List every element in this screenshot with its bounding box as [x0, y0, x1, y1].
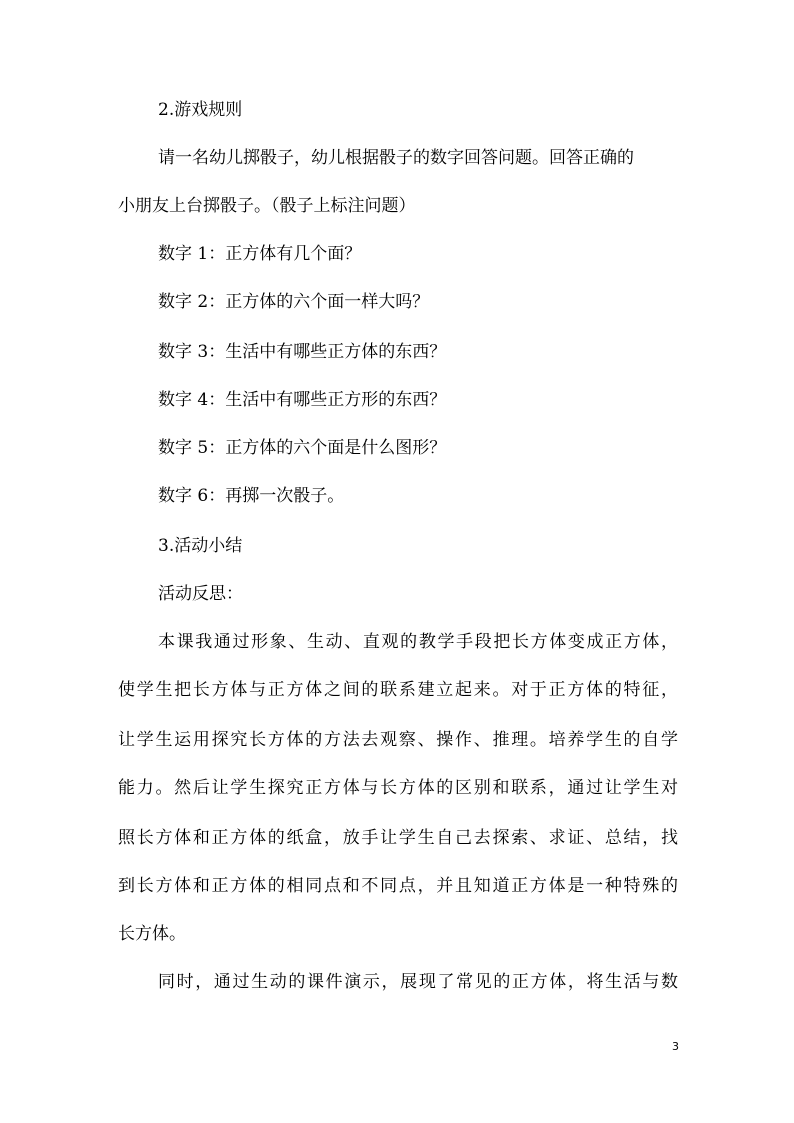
reflection-line: 长方体。 [118, 924, 186, 944]
dice-item-2: 数字 2：正方体的六个面一样大吗？ [158, 292, 430, 312]
closing-line: 同时，通过生动的课件演示，展现了常见的正方体，将生活与数 [158, 972, 678, 992]
reflection-heading: 活动反思： [158, 584, 243, 604]
rules-intro-line: 请一名幼儿掷骰子，幼儿根据骰子的数字回答问题。回答正确的 [158, 148, 634, 168]
dice-item-6: 数字 6：再掷一次骰子。 [158, 486, 345, 506]
dice-item-5: 数字 5：正方体的六个面是什么图形？ [158, 438, 447, 458]
dice-item-4: 数字 4：生活中有哪些正方形的东西？ [158, 390, 447, 410]
section-heading-game-rules: 2.游戏规则 [158, 100, 243, 120]
reflection-line: 能力。然后让学生探究正方体与长方体的区别和联系，通过让学生对 [118, 778, 678, 798]
dice-item-3: 数字 3：生活中有哪些正方体的东西？ [158, 342, 447, 362]
reflection-line: 本课我通过形象、生动、直观的教学手段把长方体变成正方体， [158, 632, 678, 652]
reflection-line: 到长方体和正方体的相同点和不同点，并且知道正方体是一种特殊的 [118, 876, 678, 896]
reflection-line: 使学生把长方体与正方体之间的联系建立起来。对于正方体的特征， [118, 680, 678, 700]
dice-item-1: 数字 1：正方体有几个面？ [158, 244, 362, 264]
reflection-line: 照长方体和正方体的纸盒，放手让学生自己去探索、求证、总结，找 [118, 828, 678, 848]
reflection-line: 让学生运用探究长方体的方法去观察、操作、推理。培养学生的自学 [118, 730, 678, 750]
page-number: 3 [672, 1040, 679, 1053]
section-heading-summary: 3.活动小结 [158, 536, 243, 556]
rules-intro-line: 小朋友上台掷骰子。（骰子上标注问题） [118, 196, 416, 216]
